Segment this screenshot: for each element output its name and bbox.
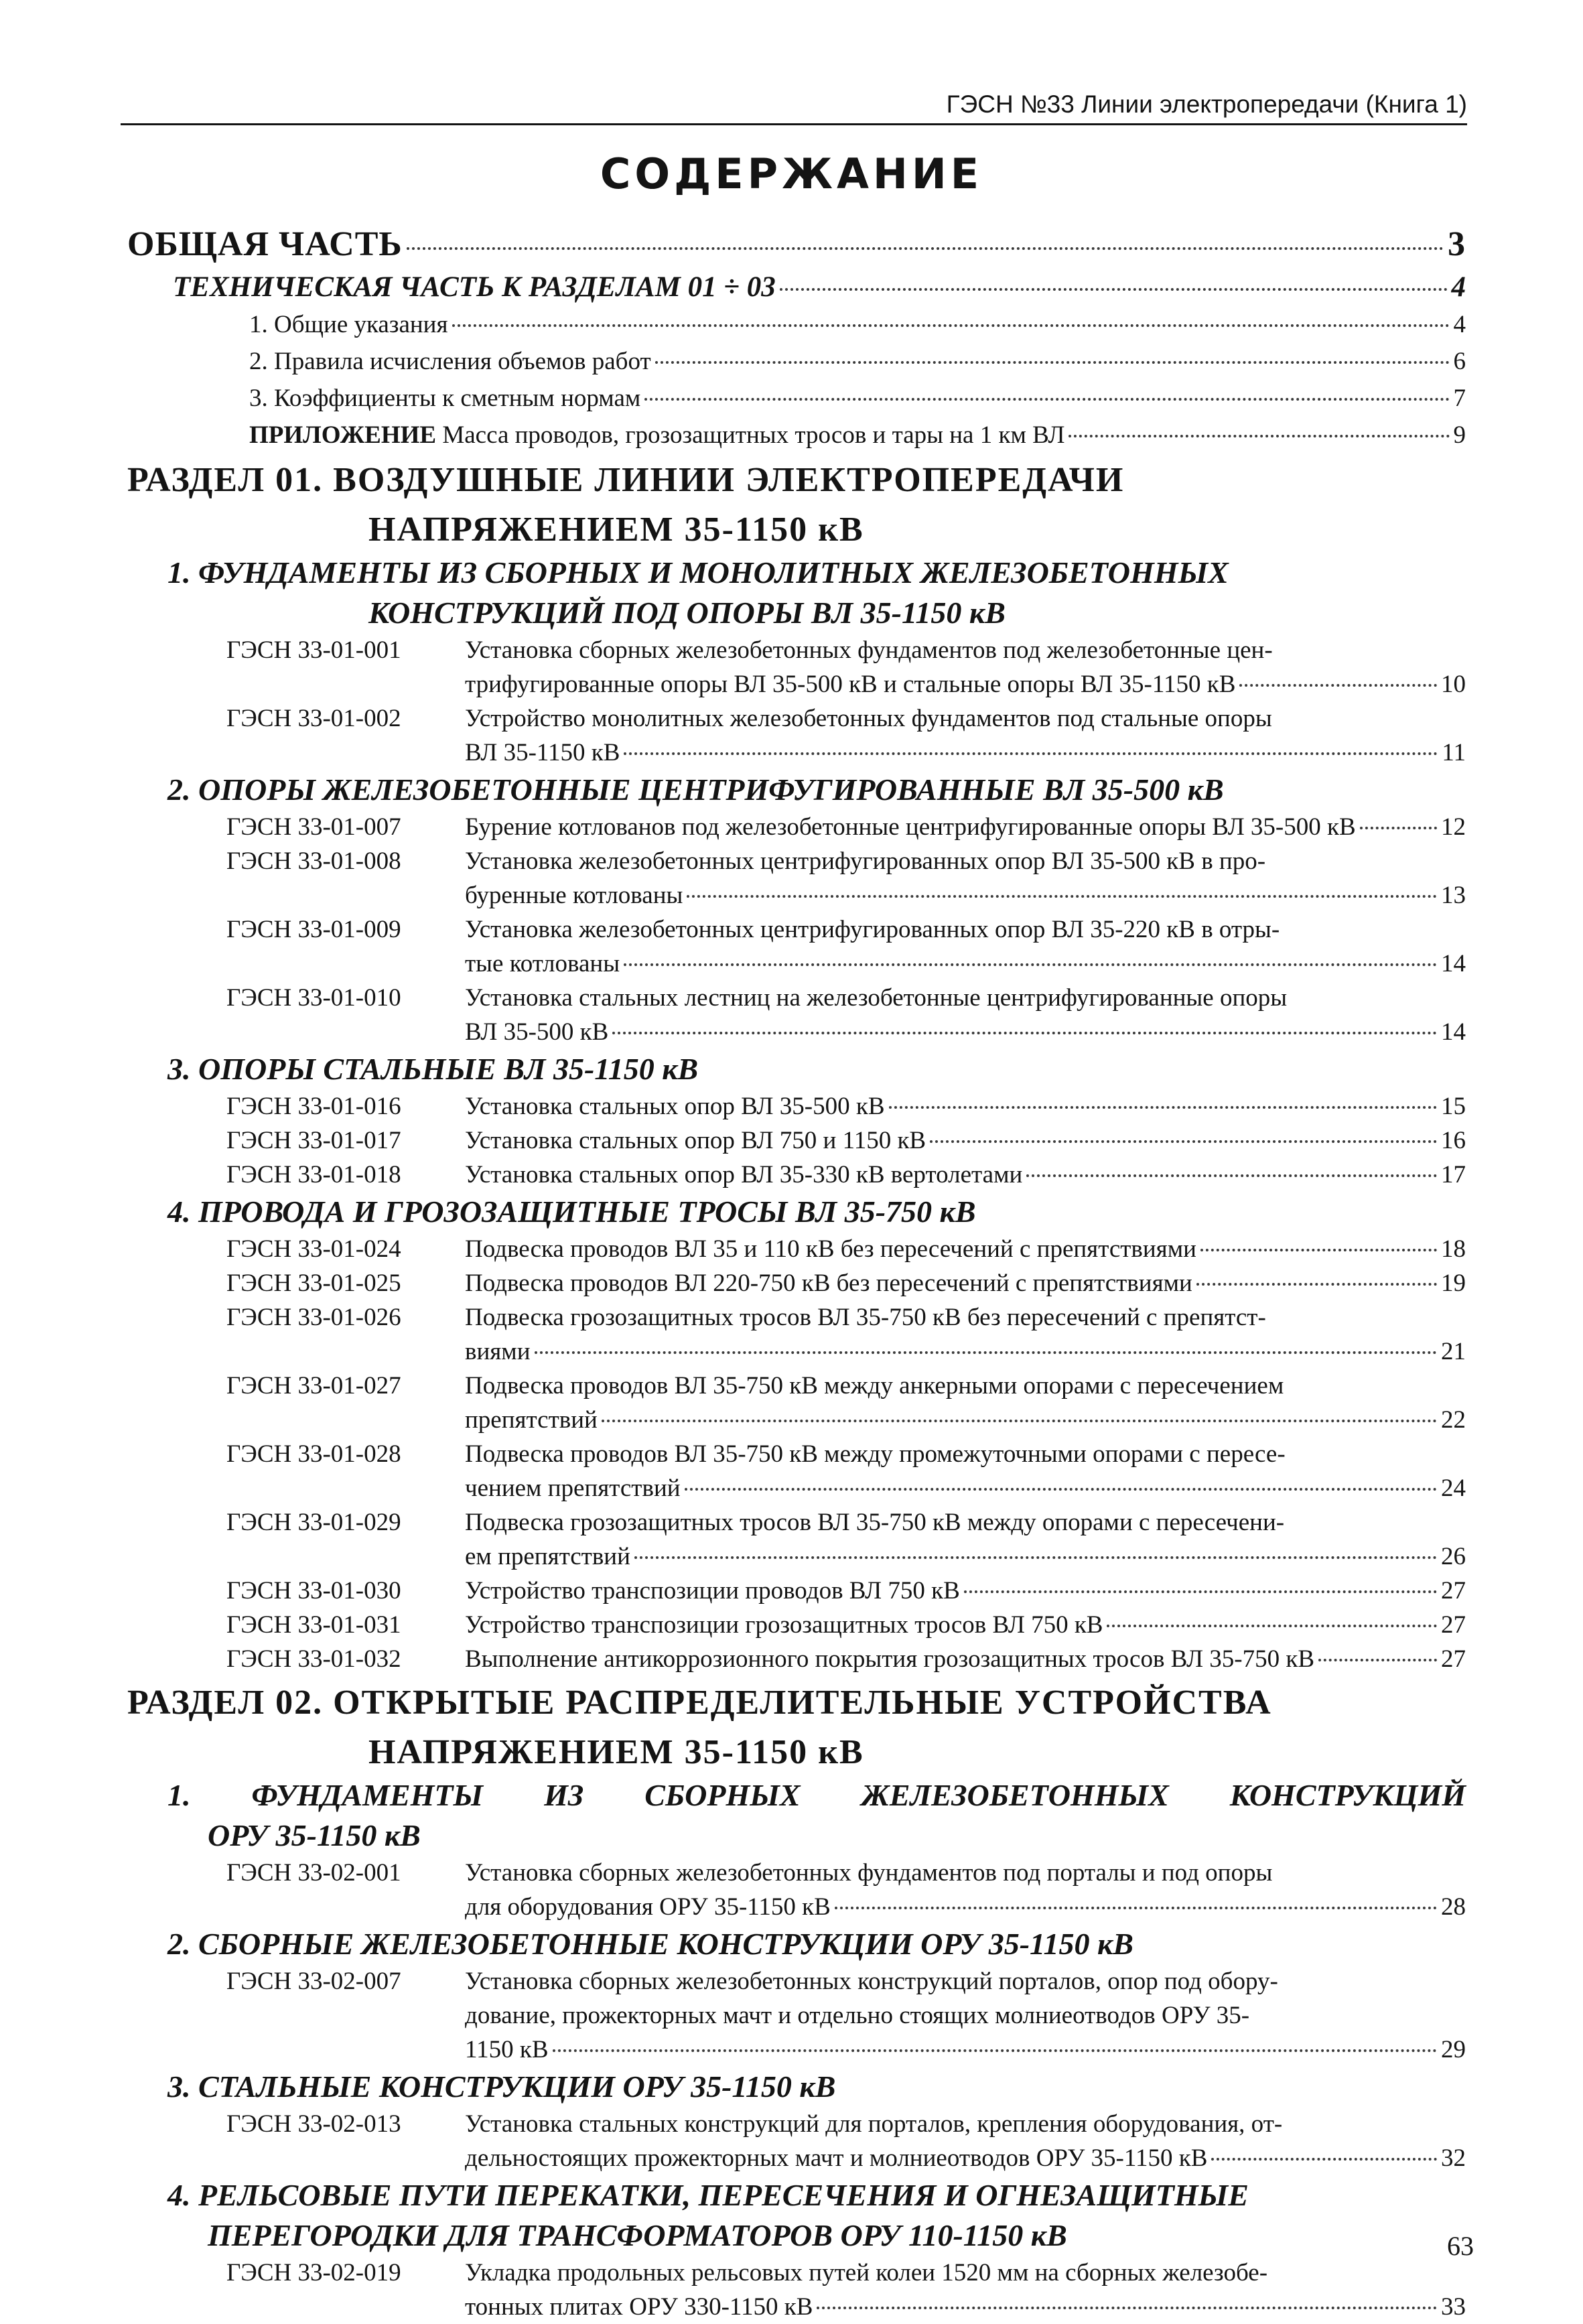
toc-entry[interactable] bbox=[226, 844, 1466, 912]
toc-entry[interactable] bbox=[226, 1856, 1466, 1924]
toc-page: 14 bbox=[1441, 1018, 1466, 1046]
toc-label: 1. Общие указания bbox=[249, 311, 448, 338]
entry-group bbox=[127, 2256, 1466, 2324]
entry-text: Установка железобетонных центрифугированных опор ВЛ 35-220 кВ в отры- bbox=[465, 916, 1280, 943]
toc-entry[interactable] bbox=[226, 1123, 1466, 1158]
toc-page: 32 bbox=[1441, 2144, 1466, 2172]
toc-entry[interactable] bbox=[226, 1232, 1466, 1266]
entry-body bbox=[465, 1964, 1466, 2067]
entry-line bbox=[465, 1540, 1466, 1574]
subsection-heading: 1. ФУНДАМЕНТЫ ИЗ СБОРНЫХ И МОНОЛИТНЫХ ЖЕЛЕЗОБЕТОННЫХ bbox=[167, 555, 1229, 590]
entry-line bbox=[465, 2107, 1466, 2141]
appendix-text: Масса проводов, грозозащитных тросов и тары на 1 км ВЛ bbox=[436, 421, 1065, 449]
entry-code: ГЭСН 33-01-007 bbox=[226, 813, 401, 841]
toc-page: 28 bbox=[1441, 1893, 1466, 1921]
toc-page: 18 bbox=[1441, 1235, 1466, 1263]
entry-line bbox=[465, 1015, 1466, 1049]
entry-line bbox=[465, 1123, 1466, 1158]
dot-leader bbox=[1200, 1249, 1437, 1251]
section-01-heading: РАЗДЕЛ 01. ВОЗДУШНЫЕ ЛИНИИ ЭЛЕКТРОПЕРЕДАЧИ bbox=[127, 461, 1125, 499]
toc-page: 29 bbox=[1441, 2036, 1466, 2063]
dot-leader bbox=[624, 963, 1437, 966]
entry-text: чением препятствий bbox=[465, 1475, 681, 1502]
toc-label: ОБЩАЯ ЧАСТЬ bbox=[127, 225, 403, 263]
entry-line bbox=[465, 701, 1466, 736]
entry-line bbox=[465, 1505, 1466, 1540]
entry-text: тонных плитах ОРУ 330-1150 кВ bbox=[465, 2293, 813, 2321]
toc-entry[interactable] bbox=[226, 2107, 1466, 2175]
section-02-heading-line2: НАПРЯЖЕНИЕМ 35-1150 кВ bbox=[368, 1733, 864, 1771]
entry-group bbox=[127, 1964, 1466, 2067]
dot-leader bbox=[685, 1488, 1437, 1491]
toc-entry[interactable] bbox=[226, 1300, 1466, 1369]
entry-text: Подвеска грозозащитных тросов ВЛ 35-750 кВ без пересечений с препятст- bbox=[465, 1304, 1266, 1331]
entry-line bbox=[465, 912, 1466, 947]
toc-page: 4 bbox=[1453, 311, 1466, 338]
entry-group bbox=[127, 810, 1466, 1049]
subsection-heading: 2. ОПОРЫ ЖЕЛЕЗОБЕТОННЫЕ ЦЕНТРИФУГИРОВАННЫЕ ВЛ 35-500 кВ bbox=[167, 772, 1224, 807]
entry-text: для оборудования ОРУ 35-1150 кВ bbox=[465, 1893, 831, 1921]
entry-text: Выполнение антикоррозионного покрытия грозозащитных тросов ВЛ 35-750 кВ bbox=[465, 1645, 1315, 1673]
entry-text: трифугированные опоры ВЛ 35-500 кВ и стальные опоры ВЛ 35-1150 кВ bbox=[465, 671, 1236, 698]
toc-label: 2. Правила исчисления объемов работ bbox=[249, 348, 651, 375]
entry-code: ГЭСН 33-01-008 bbox=[226, 847, 401, 875]
toc-page: 24 bbox=[1441, 1475, 1466, 1502]
toc-entry[interactable] bbox=[226, 701, 1466, 770]
toc-entry[interactable] bbox=[226, 981, 1466, 1049]
toc-entry[interactable] bbox=[226, 1437, 1466, 1505]
entry-line bbox=[465, 878, 1466, 912]
entry-code: ГЭСН 33-01-009 bbox=[226, 916, 401, 943]
toc-page: 21 bbox=[1441, 1338, 1466, 1365]
entry-body bbox=[465, 810, 1466, 844]
entry-body bbox=[465, 1856, 1466, 1924]
entry-line bbox=[465, 1856, 1466, 1890]
dot-leader bbox=[624, 752, 1438, 755]
entry-code: ГЭСН 33-01-017 bbox=[226, 1127, 401, 1154]
entry-text: Устройство монолитных железобетонных фундаментов под стальные опоры bbox=[465, 705, 1272, 732]
toc-label: ТЕХНИЧЕСКАЯ ЧАСТЬ К РАЗДЕЛАМ 01 ÷ 03 bbox=[173, 271, 776, 303]
entry-group bbox=[127, 633, 1466, 770]
entry-text: Установка железобетонных центрифугированных опор ВЛ 35-500 кВ в про- bbox=[465, 847, 1266, 875]
entry-text: тые котлованы bbox=[465, 950, 620, 977]
entry-body bbox=[465, 1123, 1466, 1158]
entry-code: ГЭСН 33-02-019 bbox=[226, 2259, 401, 2286]
entry-line bbox=[465, 633, 1466, 667]
toc-entry[interactable] bbox=[226, 633, 1466, 701]
dot-leader bbox=[1318, 1659, 1437, 1661]
toc-page: 17 bbox=[1441, 1161, 1466, 1188]
toc-label: 3. Коэффициенты к сметным нормам bbox=[249, 385, 641, 412]
toc-page: 33 bbox=[1441, 2293, 1466, 2321]
entry-line bbox=[465, 1266, 1466, 1300]
dot-leader bbox=[602, 1420, 1437, 1422]
dot-leader bbox=[889, 1106, 1437, 1109]
entry-body bbox=[465, 2107, 1466, 2175]
toc-page: 7 bbox=[1453, 385, 1466, 412]
toc-entry[interactable] bbox=[226, 912, 1466, 981]
entry-line bbox=[465, 2033, 1466, 2067]
toc-entry[interactable] bbox=[226, 810, 1466, 844]
entry-code: ГЭСН 33-02-001 bbox=[226, 1859, 401, 1887]
entry-text: Установка стальных опор ВЛ 35-500 кВ bbox=[465, 1093, 885, 1120]
dot-leader bbox=[687, 895, 1437, 898]
entry-code: ГЭСН 33-01-032 bbox=[226, 1645, 401, 1673]
entry-line bbox=[465, 1471, 1466, 1505]
toc-page: 26 bbox=[1441, 1543, 1466, 1570]
entry-code: ГЭСН 33-01-001 bbox=[226, 636, 401, 664]
entry-line bbox=[465, 1998, 1466, 2033]
entry-line bbox=[465, 1369, 1466, 1403]
toc-entry[interactable] bbox=[226, 1505, 1466, 1574]
toc-page: 11 bbox=[1442, 739, 1466, 766]
entry-line bbox=[465, 1608, 1466, 1642]
entry-body bbox=[465, 1158, 1466, 1192]
entry-body bbox=[465, 701, 1466, 770]
toc-entry[interactable] bbox=[226, 1158, 1466, 1192]
entry-body bbox=[465, 844, 1466, 912]
entry-body bbox=[465, 1266, 1466, 1300]
entry-text: Подвеска проводов ВЛ 35-750 кВ между анкерными опорами с пересечением bbox=[465, 1372, 1284, 1399]
toc-entry[interactable] bbox=[226, 1089, 1466, 1123]
page-number: 63 bbox=[1447, 2231, 1474, 2261]
entry-group bbox=[127, 2107, 1466, 2175]
toc-page: 9 bbox=[1453, 421, 1466, 449]
dot-leader bbox=[930, 1140, 1437, 1143]
entry-text: Бурение котлованов под железобетонные центрифугированные опоры ВЛ 35-500 кВ bbox=[465, 813, 1356, 841]
toc-entry[interactable] bbox=[226, 1608, 1466, 1642]
dot-leader bbox=[817, 2307, 1437, 2309]
entry-line bbox=[465, 1335, 1466, 1369]
entry-text: Устройство транспозиции грозозащитных тросов ВЛ 750 кВ bbox=[465, 1611, 1103, 1639]
toc-page: 12 bbox=[1441, 813, 1466, 841]
dot-leader bbox=[964, 1590, 1437, 1593]
entry-text: Установка сборных железобетонных фундаментов под порталы и под опоры bbox=[465, 1859, 1273, 1887]
entry-code: ГЭСН 33-01-029 bbox=[226, 1509, 401, 1536]
entry-code: ГЭСН 33-01-016 bbox=[226, 1093, 401, 1120]
entry-text: Установка сборных железобетонных конструкций порталов, опор под обору- bbox=[465, 1968, 1278, 1995]
entry-code: ГЭСН 33-01-010 bbox=[226, 984, 401, 1012]
dot-leader bbox=[1196, 1283, 1437, 1286]
section-02-heading: РАЗДЕЛ 02. ОТКРЫТЫЕ РАСПРЕДЕЛИТЕЛЬНЫЕ УСТРОЙСТВА bbox=[127, 1684, 1272, 1722]
toc-page: 27 bbox=[1441, 1577, 1466, 1604]
entry-body bbox=[465, 1369, 1466, 1437]
dot-leader bbox=[1107, 1625, 1437, 1627]
entry-code: ГЭСН 33-01-024 bbox=[226, 1235, 401, 1263]
entry-line bbox=[465, 1574, 1466, 1608]
toc-entry[interactable] bbox=[226, 1642, 1466, 1676]
toc-label bbox=[249, 417, 1064, 454]
toc-page: 13 bbox=[1441, 882, 1466, 909]
entry-code: ГЭСН 33-01-031 bbox=[226, 1611, 401, 1639]
toc-page: 6 bbox=[1453, 348, 1466, 375]
entry-text: Установка сборных железобетонных фундаментов под железобетонные цен- bbox=[465, 636, 1273, 664]
entry-line bbox=[465, 1642, 1466, 1676]
entry-line bbox=[465, 736, 1466, 770]
entry-text: препятствий bbox=[465, 1406, 598, 1434]
entry-code: ГЭСН 33-02-013 bbox=[226, 2110, 401, 2138]
toc-page: 27 bbox=[1441, 1645, 1466, 1673]
running-header: ГЭСН №33 Линии электропередачи (Книга 1) bbox=[121, 88, 1467, 125]
toc-entry[interactable] bbox=[226, 1964, 1466, 2067]
dot-leader bbox=[835, 1907, 1437, 1909]
entry-body bbox=[465, 1574, 1466, 1608]
dot-leader bbox=[655, 361, 1450, 364]
entry-line bbox=[465, 1437, 1466, 1471]
subsection-heading: 3. ОПОРЫ СТАЛЬНЫЕ ВЛ 35-1150 кВ bbox=[167, 1052, 699, 1086]
subsection-heading-line2: ПЕРЕГОРОДКИ ДЛЯ ТРАНСФОРМАТОРОВ ОРУ 110-1150 кВ bbox=[208, 2218, 1067, 2252]
toc-page: 22 bbox=[1441, 1406, 1466, 1434]
entry-line bbox=[465, 1089, 1466, 1123]
dot-leader bbox=[1360, 827, 1437, 829]
toc-page: 14 bbox=[1441, 950, 1466, 977]
entry-group bbox=[127, 1856, 1466, 1924]
entry-line bbox=[465, 981, 1466, 1015]
toc-page: 15 bbox=[1441, 1093, 1466, 1120]
toc-page: 10 bbox=[1441, 671, 1466, 698]
entry-body bbox=[465, 633, 1466, 701]
entry-text: буренные котлованы bbox=[465, 882, 683, 909]
entry-line bbox=[465, 1158, 1466, 1192]
subsection-heading-line2: КОНСТРУКЦИЙ ПОД ОПОРЫ ВЛ 35-1150 кВ bbox=[368, 596, 1006, 630]
subsection-heading: 1. ФУНДАМЕНТЫ ИЗ СБОРНЫХ ЖЕЛЕЗОБЕТОННЫХ КОНСТРУКЦИЙ bbox=[167, 1778, 1466, 1812]
toc-item[interactable] bbox=[249, 343, 1466, 380]
entry-line bbox=[465, 1403, 1466, 1437]
entry-text: виями bbox=[465, 1338, 531, 1365]
dot-leader bbox=[634, 1556, 1437, 1559]
dot-leader bbox=[452, 324, 1450, 327]
entry-text: Устройство транспозиции проводов ВЛ 750 кВ bbox=[465, 1577, 960, 1604]
entry-group bbox=[127, 1089, 1466, 1192]
subsection-heading: 4. РЕЛЬСОВЫЕ ПУТИ ПЕРЕКАТКИ, ПЕРЕСЕЧЕНИЯ И ОГНЕЗАЩИТНЫЕ bbox=[167, 2178, 1249, 2212]
dot-leader bbox=[1026, 1174, 1437, 1177]
dot-leader bbox=[553, 2049, 1437, 2052]
entry-line bbox=[465, 947, 1466, 981]
toc-entry[interactable] bbox=[226, 1266, 1466, 1300]
subsection-heading: 3. СТАЛЬНЫЕ КОНСТРУКЦИИ ОРУ 35-1150 кВ bbox=[167, 2069, 836, 2104]
entry-code: ГЭСН 33-01-018 bbox=[226, 1161, 401, 1188]
dot-leader bbox=[612, 1032, 1437, 1034]
entry-text: Подвеска проводов ВЛ 35 и 110 кВ без пересечений с препятствиями bbox=[465, 1235, 1196, 1263]
toc-page: 16 bbox=[1441, 1127, 1466, 1154]
toc-general-part[interactable] bbox=[127, 221, 1466, 268]
toc-entry[interactable] bbox=[226, 2256, 1466, 2324]
entry-body bbox=[465, 1608, 1466, 1642]
entry-text: Укладка продольных рельсовых путей колеи 1520 мм на сборных железобе- bbox=[465, 2259, 1268, 2286]
entry-body bbox=[465, 1642, 1466, 1676]
entry-line bbox=[465, 1964, 1466, 1998]
entry-body bbox=[465, 1300, 1466, 1369]
entry-code: ГЭСН 33-02-007 bbox=[226, 1968, 401, 1995]
toc-page: 4 bbox=[1451, 271, 1466, 303]
entry-body bbox=[465, 1089, 1466, 1123]
entry-text: Подвеска проводов ВЛ 220-750 кВ без пересечений с препятствиями bbox=[465, 1270, 1192, 1297]
dot-leader bbox=[1211, 2158, 1437, 2161]
entry-code: ГЭСН 33-01-025 bbox=[226, 1270, 401, 1297]
toc-item[interactable] bbox=[249, 380, 1466, 417]
table-of-contents bbox=[127, 221, 1466, 2324]
entry-body bbox=[465, 912, 1466, 981]
entry-text: ВЛ 35-500 кВ bbox=[465, 1018, 609, 1046]
toc-page: 3 bbox=[1448, 225, 1466, 263]
page-title: СОДЕРЖАНИЕ bbox=[600, 149, 983, 198]
entry-text: ем препятствий bbox=[465, 1543, 630, 1570]
entry-code: ГЭСН 33-01-028 bbox=[226, 1440, 401, 1468]
entry-line bbox=[465, 1300, 1466, 1335]
entry-code: ГЭСН 33-01-027 bbox=[226, 1372, 401, 1399]
entry-text: Установка стальных опор ВЛ 35-330 кВ вертолетами bbox=[465, 1161, 1023, 1188]
section-01-heading-line2: НАПРЯЖЕНИЕМ 35-1150 кВ bbox=[368, 510, 864, 549]
entry-line bbox=[465, 2256, 1466, 2290]
entry-text: дование, прожекторных мачт и отдельно стоящих молниеотводов ОРУ 35- bbox=[465, 2002, 1250, 2029]
dot-leader bbox=[407, 247, 1444, 250]
entry-text: ВЛ 35-1150 кВ bbox=[465, 739, 620, 766]
entry-line bbox=[465, 1890, 1466, 1924]
entry-text: дельностоящих прожекторных мачт и молниеотводов ОРУ 35-1150 кВ bbox=[465, 2144, 1208, 2172]
entry-code: ГЭСН 33-01-002 bbox=[226, 705, 401, 732]
entry-code: ГЭСН 33-01-026 bbox=[226, 1304, 401, 1331]
subsection-heading-line2: ОРУ 35-1150 кВ bbox=[208, 1818, 421, 1852]
toc-entry[interactable] bbox=[226, 1574, 1466, 1608]
dot-leader bbox=[535, 1351, 1437, 1354]
dot-leader bbox=[1069, 435, 1449, 437]
entry-text: Установка стальных лестниц на железобетонные центрифугированные опоры bbox=[465, 984, 1288, 1012]
entry-group bbox=[127, 1232, 1466, 1676]
entry-body bbox=[465, 1505, 1466, 1574]
toc-appendix[interactable] bbox=[249, 417, 1466, 454]
entry-body bbox=[465, 2256, 1466, 2324]
entry-line bbox=[465, 2141, 1466, 2175]
entry-text: Подвеска проводов ВЛ 35-750 кВ между промежуточными опорами с пересе- bbox=[465, 1440, 1286, 1468]
dot-leader bbox=[1239, 684, 1437, 687]
entry-line bbox=[465, 844, 1466, 878]
toc-entry[interactable] bbox=[226, 1369, 1466, 1437]
toc-page: 19 bbox=[1441, 1270, 1466, 1297]
entry-body bbox=[465, 981, 1466, 1049]
entry-text: Установка стальных конструкций для порталов, крепления оборудования, от- bbox=[465, 2110, 1283, 2138]
entry-line bbox=[465, 1232, 1466, 1266]
appendix-label: ПРИЛОЖЕНИЕ bbox=[249, 421, 437, 449]
subsection-heading: 4. ПРОВОДА И ГРОЗОЗАЩИТНЫЕ ТРОСЫ ВЛ 35-750 кВ bbox=[167, 1194, 976, 1229]
toc-technical-part[interactable] bbox=[173, 268, 1466, 306]
entry-text: Подвеска грозозащитных тросов ВЛ 35-750 кВ между опорами с пересечени- bbox=[465, 1509, 1285, 1536]
entry-body bbox=[465, 1232, 1466, 1266]
entry-text: 1150 кВ bbox=[465, 2036, 549, 2063]
entry-body bbox=[465, 1437, 1466, 1505]
toc-page: 27 bbox=[1441, 1611, 1466, 1639]
entry-line bbox=[465, 667, 1466, 701]
entry-code: ГЭСН 33-01-030 bbox=[226, 1577, 401, 1604]
dot-leader bbox=[780, 288, 1448, 291]
dot-leader bbox=[644, 398, 1449, 401]
subsection-heading: 2. СБОРНЫЕ ЖЕЛЕЗОБЕТОННЫЕ КОНСТРУКЦИИ ОРУ 35-1150 кВ bbox=[167, 1927, 1133, 1961]
entry-line bbox=[465, 810, 1466, 844]
entry-text: Установка стальных опор ВЛ 750 и 1150 кВ bbox=[465, 1127, 926, 1154]
toc-item[interactable] bbox=[249, 306, 1466, 343]
